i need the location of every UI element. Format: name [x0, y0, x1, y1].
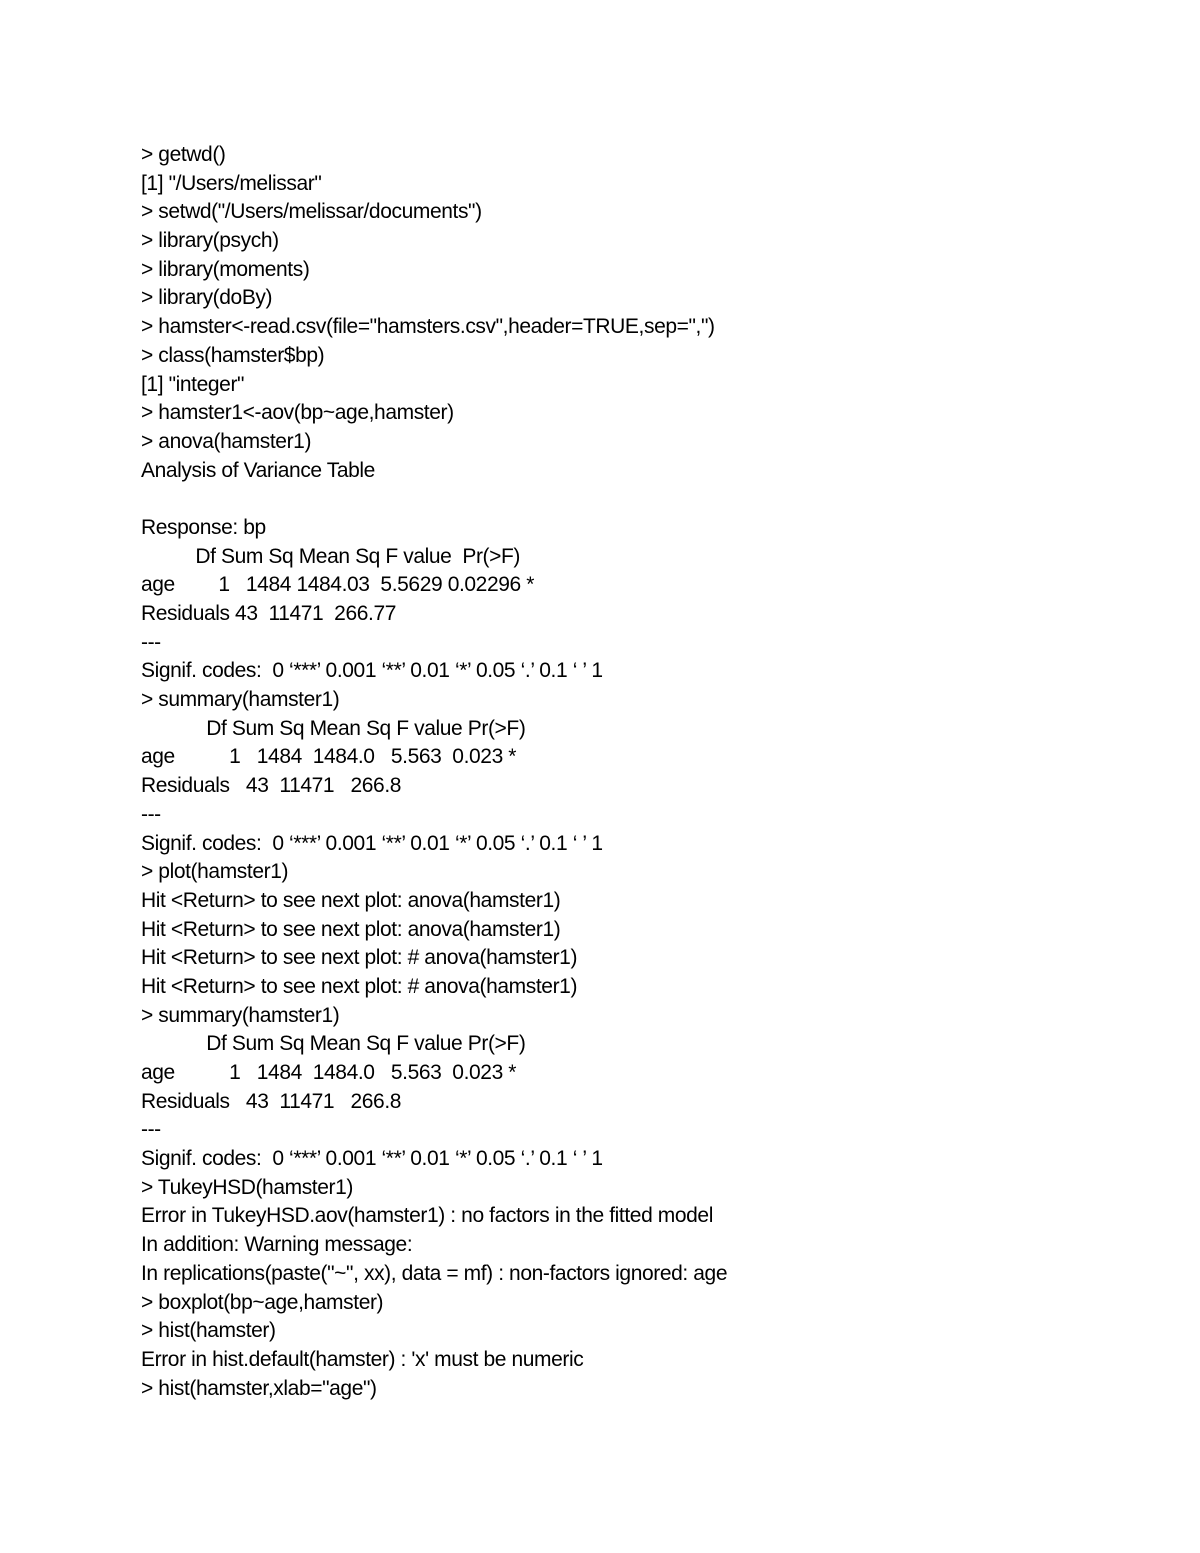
console-line: > library(moments) — [141, 257, 310, 281]
signif-codes: Signif. codes: 0 ‘***’ 0.001 ‘**’ 0.01 ‘*’ 0.05 ‘.’ 0.1 ‘ ’ 1 — [141, 659, 603, 683]
console-line: > summary(hamster1) — [141, 1003, 340, 1027]
warning-line: In replications(paste("~", xx), data = mf) : non-factors ignored: age — [141, 1261, 728, 1285]
summary-row-age: age 1 1484 1484.0 5.563 0.023 * — [141, 745, 517, 769]
console-line: > hamster1<-aov(bp~age,hamster) — [141, 401, 454, 425]
summary-row-residuals: Residuals 43 11471 266.8 — [141, 1089, 402, 1113]
console-line: > class(hamster$bp) — [141, 343, 325, 367]
anova-row-age: age 1 1484 1484.03 5.5629 0.02296 * — [141, 573, 535, 597]
console-output-line: [1] "integer" — [141, 372, 245, 396]
summary-header-row: Df Sum Sq Mean Sq F value Pr(>F) — [141, 1032, 526, 1056]
console-line: > getwd() — [141, 143, 226, 166]
console-line: > library(psych) — [141, 229, 279, 253]
console-output-line: Hit <Return> to see next plot: # anova(hamster1) — [141, 974, 578, 998]
anova-header-row: Df Sum Sq Mean Sq F value Pr(>F) — [141, 544, 521, 568]
warning-line: In addition: Warning message: — [141, 1233, 413, 1257]
separator-line: --- — [141, 630, 161, 654]
summary-row-residuals: Residuals 43 11471 266.8 — [141, 774, 402, 798]
console-line: > boxplot(bp~age,hamster) — [141, 1290, 384, 1314]
console-line: > TukeyHSD(hamster1) — [141, 1175, 353, 1199]
summary-row-age: age 1 1484 1484.0 5.563 0.023 * — [141, 1061, 517, 1084]
r-console-transcript — [141, 141, 1141, 1403]
console-line: > library(doBy) — [141, 286, 273, 310]
console-line: > anova(hamster1) — [141, 429, 312, 453]
blank-line — [141, 485, 1141, 514]
console-line: > setwd("/Users/melissar/documents") — [141, 200, 482, 224]
error-line: Error in hist.default(hamster) : 'x' must be numeric — [141, 1347, 584, 1371]
summary-header-row: Df Sum Sq Mean Sq F value Pr(>F) — [141, 716, 526, 740]
error-line: Error in TukeyHSD.aov(hamster1) : no factors in the fitted model — [141, 1204, 713, 1228]
separator-line: --- — [141, 1118, 161, 1142]
anova-table-title: Analysis of Variance Table — [141, 458, 375, 482]
console-line: > plot(hamster1) — [141, 860, 289, 884]
console-line: > hamster<-read.csv(file="hamsters.csv",header=TRUE,sep=",") — [141, 315, 715, 339]
anova-row-residuals: Residuals 43 11471 266.77 — [141, 602, 397, 625]
signif-codes: Signif. codes: 0 ‘***’ 0.001 ‘**’ 0.01 ‘*’ 0.05 ‘.’ 0.1 ‘ ’ 1 — [141, 831, 603, 855]
console-line: > hist(hamster,xlab="age") — [141, 1376, 377, 1400]
console-output-line: Hit <Return> to see next plot: # anova(hamster1) — [141, 946, 578, 970]
anova-response: Response: bp — [141, 515, 266, 539]
signif-codes: Signif. codes: 0 ‘***’ 0.001 ‘**’ 0.01 ‘*’ 0.05 ‘.’ 0.1 ‘ ’ 1 — [141, 1147, 603, 1171]
separator-line: --- — [141, 802, 161, 826]
console-output-line: Hit <Return> to see next plot: anova(hamster1) — [141, 888, 561, 912]
console-output-line: Hit <Return> to see next plot: anova(hamster1) — [141, 917, 561, 941]
console-line: > summary(hamster1) — [141, 688, 340, 712]
console-line: > hist(hamster) — [141, 1319, 276, 1343]
console-output-line: [1] "/Users/melissar" — [141, 171, 322, 195]
